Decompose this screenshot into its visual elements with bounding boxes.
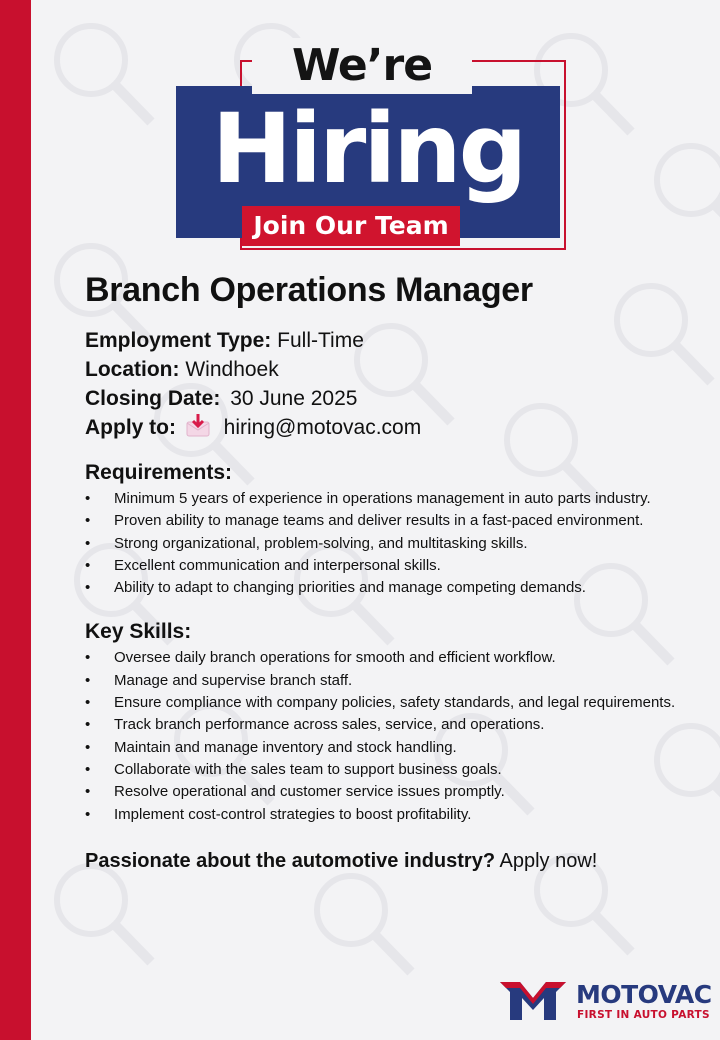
list-item: • Excellent communication and interpersonal skills. (85, 555, 705, 577)
cta-bold-text: Passionate about the automotive industry? (85, 849, 496, 872)
location-row (85, 355, 705, 384)
list-item: • Implement cost-control strategies to boost profitability. (85, 804, 705, 826)
brand-name: MOTOVAC (576, 980, 712, 1009)
closing-date-value: 30 June 2025 (230, 387, 358, 410)
list-item: • Maintain and manage inventory and stock handling. (85, 737, 705, 759)
hiring-heading: Hiring (211, 93, 525, 205)
list-item: • Collaborate with the sales team to support business goals. (85, 759, 705, 781)
requirements-heading: Requirements: (85, 461, 233, 484)
location-label: Location: (85, 358, 180, 381)
join-our-team-badge: Join Our Team (242, 206, 460, 246)
list-item: • Proven ability to manage teams and deliver results in a fast-paced environment. (85, 510, 705, 532)
closing-date-label: Closing Date: (85, 387, 221, 410)
call-to-action (85, 848, 705, 874)
motovac-logo (498, 976, 712, 1022)
list-item: • Track branch performance across sales, service, and operations. (85, 714, 705, 736)
location-value: Windhoek (185, 358, 279, 381)
list-item: • Resolve operational and customer service issues promptly. (85, 781, 705, 803)
apply-email-link[interactable]: hiring@motovac.com (223, 416, 422, 439)
motovac-m-logo-icon (498, 976, 568, 1022)
left-red-bar (0, 0, 31, 1040)
job-info (85, 326, 705, 442)
brand-tagline: FIRST IN AUTO PARTS (577, 1009, 710, 1021)
employment-type-value: Full-Time (277, 329, 364, 352)
apply-row (85, 413, 705, 442)
list-item: • Strong organizational, problem-solving, and multitasking skills. (85, 533, 705, 555)
list-item: • Ability to adapt to changing priorities and manage competing demands. (85, 577, 705, 599)
list-item: • Ensure compliance with company policies, safety standards, and legal requirements. (85, 692, 705, 714)
cta-apply-text: Apply now! (499, 849, 598, 872)
hiring-banner (162, 36, 572, 250)
list-item: • Minimum 5 years of experience in operations management in auto parts industry. (85, 488, 705, 510)
apply-label: Apply to: (85, 416, 176, 439)
envelope-download-icon (186, 413, 210, 437)
were-heading: We’re (252, 38, 472, 94)
requirements-list (85, 488, 705, 599)
list-item: • Manage and supervise branch staff. (85, 670, 705, 692)
job-content (85, 268, 705, 874)
job-title: Branch Operations Manager (85, 271, 533, 309)
list-item: • Oversee daily branch operations for smooth and efficient workflow. (85, 647, 705, 669)
employment-type-label: Employment Type: (85, 329, 272, 352)
employment-type-row (85, 326, 705, 355)
key-skills-list (85, 647, 705, 825)
closing-date-row (85, 384, 705, 413)
key-skills-heading: Key Skills: (85, 620, 192, 644)
